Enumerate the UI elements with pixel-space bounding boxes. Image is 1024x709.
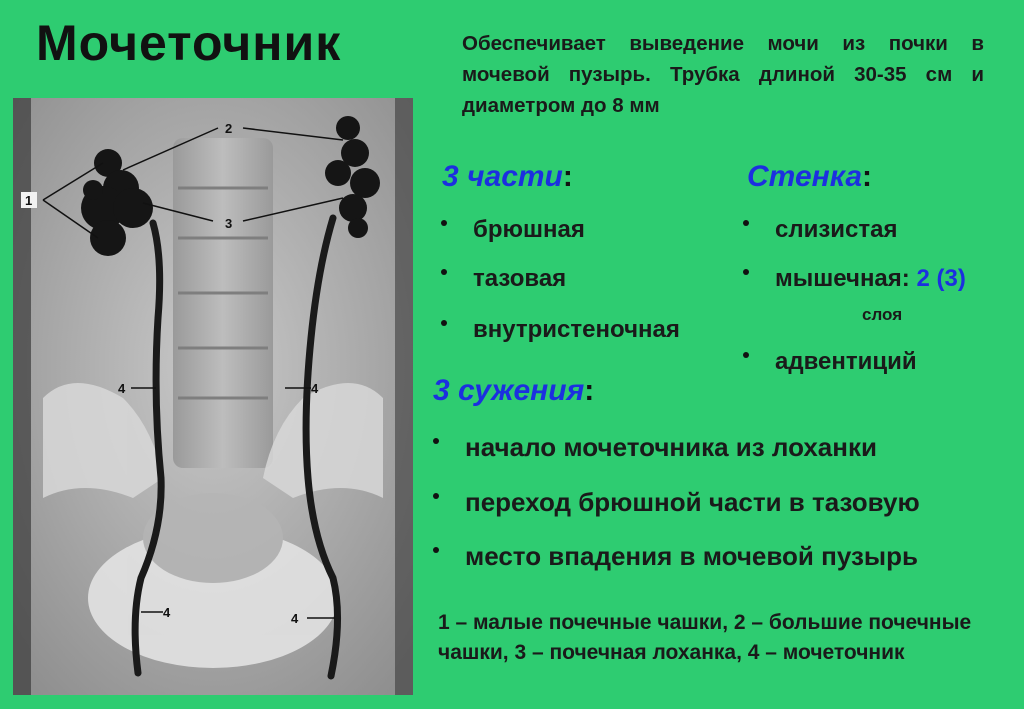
xray-image xyxy=(13,98,413,695)
xray-label-3: 3 xyxy=(225,216,233,231)
narrowings-item-1 xyxy=(433,432,877,463)
narrowings-heading-text: 3 сужения xyxy=(433,374,585,407)
wall-heading-colon: : xyxy=(862,160,873,193)
bullet-icon xyxy=(433,547,439,553)
wall-item-label: адвентиций xyxy=(775,348,917,375)
wall-item-label: мышечная: xyxy=(775,265,917,292)
page-title: Мочеточник xyxy=(36,15,342,71)
bullet-icon xyxy=(743,269,749,275)
wall-item-1 xyxy=(743,216,897,244)
bullet-icon xyxy=(743,352,749,358)
narrowings-heading xyxy=(433,374,594,408)
xray-label-1: 1 xyxy=(25,193,33,208)
bullet-icon xyxy=(433,438,439,444)
xray-label-4-left-lower: 4 xyxy=(163,605,171,620)
bullet-icon xyxy=(441,320,447,326)
parts-heading-text: 3 части xyxy=(442,160,563,193)
parts-heading xyxy=(442,160,573,194)
wall-item-2 xyxy=(743,265,966,293)
wall-heading-text: Стенка xyxy=(747,160,863,193)
narrowings-item-label: переход брюшной части в тазовую xyxy=(465,487,920,517)
parts-item-3 xyxy=(441,316,680,344)
bullet-icon xyxy=(743,220,749,226)
narrowings-item-3 xyxy=(433,541,918,572)
bullet-icon xyxy=(441,220,447,226)
figure-legend: 1 – малые почечные чашки, 2 – большие почечные чашки, 3 – почечная лоханка, 4 – мочеточник xyxy=(438,611,972,664)
bullet-icon xyxy=(433,493,439,499)
parts-item-1 xyxy=(441,216,585,244)
intro-text: Обеспечивает выведение мочи из почки в мочевой пузырь. Трубка длиной 30-35 см и диаметром до 8 мм xyxy=(462,32,984,117)
bullet-icon xyxy=(441,269,447,275)
wall-item-3 xyxy=(743,348,917,376)
muscle-layers-count: 2 xyxy=(916,265,930,292)
xray-label-4-right-lower: 4 xyxy=(291,611,299,626)
muscle-layers-alt: (3) xyxy=(936,265,966,292)
narrowings-item-label: начало мочеточника из лоханки xyxy=(465,432,877,462)
wall-item-label: слизистая xyxy=(775,216,898,243)
xray-label-2: 2 xyxy=(225,121,233,136)
parts-heading-colon: : xyxy=(562,160,573,193)
narrowings-item-label: место впадения в мочевой пузырь xyxy=(465,541,918,571)
spine-shape xyxy=(173,138,273,468)
parts-item-label: брюшная xyxy=(473,216,585,243)
parts-item-2 xyxy=(441,265,566,293)
parts-item-label: внутристеночная xyxy=(473,316,680,343)
parts-item-label: тазовая xyxy=(473,265,567,292)
xray-label-4-right-upper: 4 xyxy=(311,381,319,396)
narrowings-item-2 xyxy=(433,487,920,518)
xray-label-4-left-upper: 4 xyxy=(118,381,126,396)
wall-heading xyxy=(747,160,872,194)
layers-word: слоя xyxy=(862,305,903,324)
narrowings-heading-colon: : xyxy=(584,374,595,407)
